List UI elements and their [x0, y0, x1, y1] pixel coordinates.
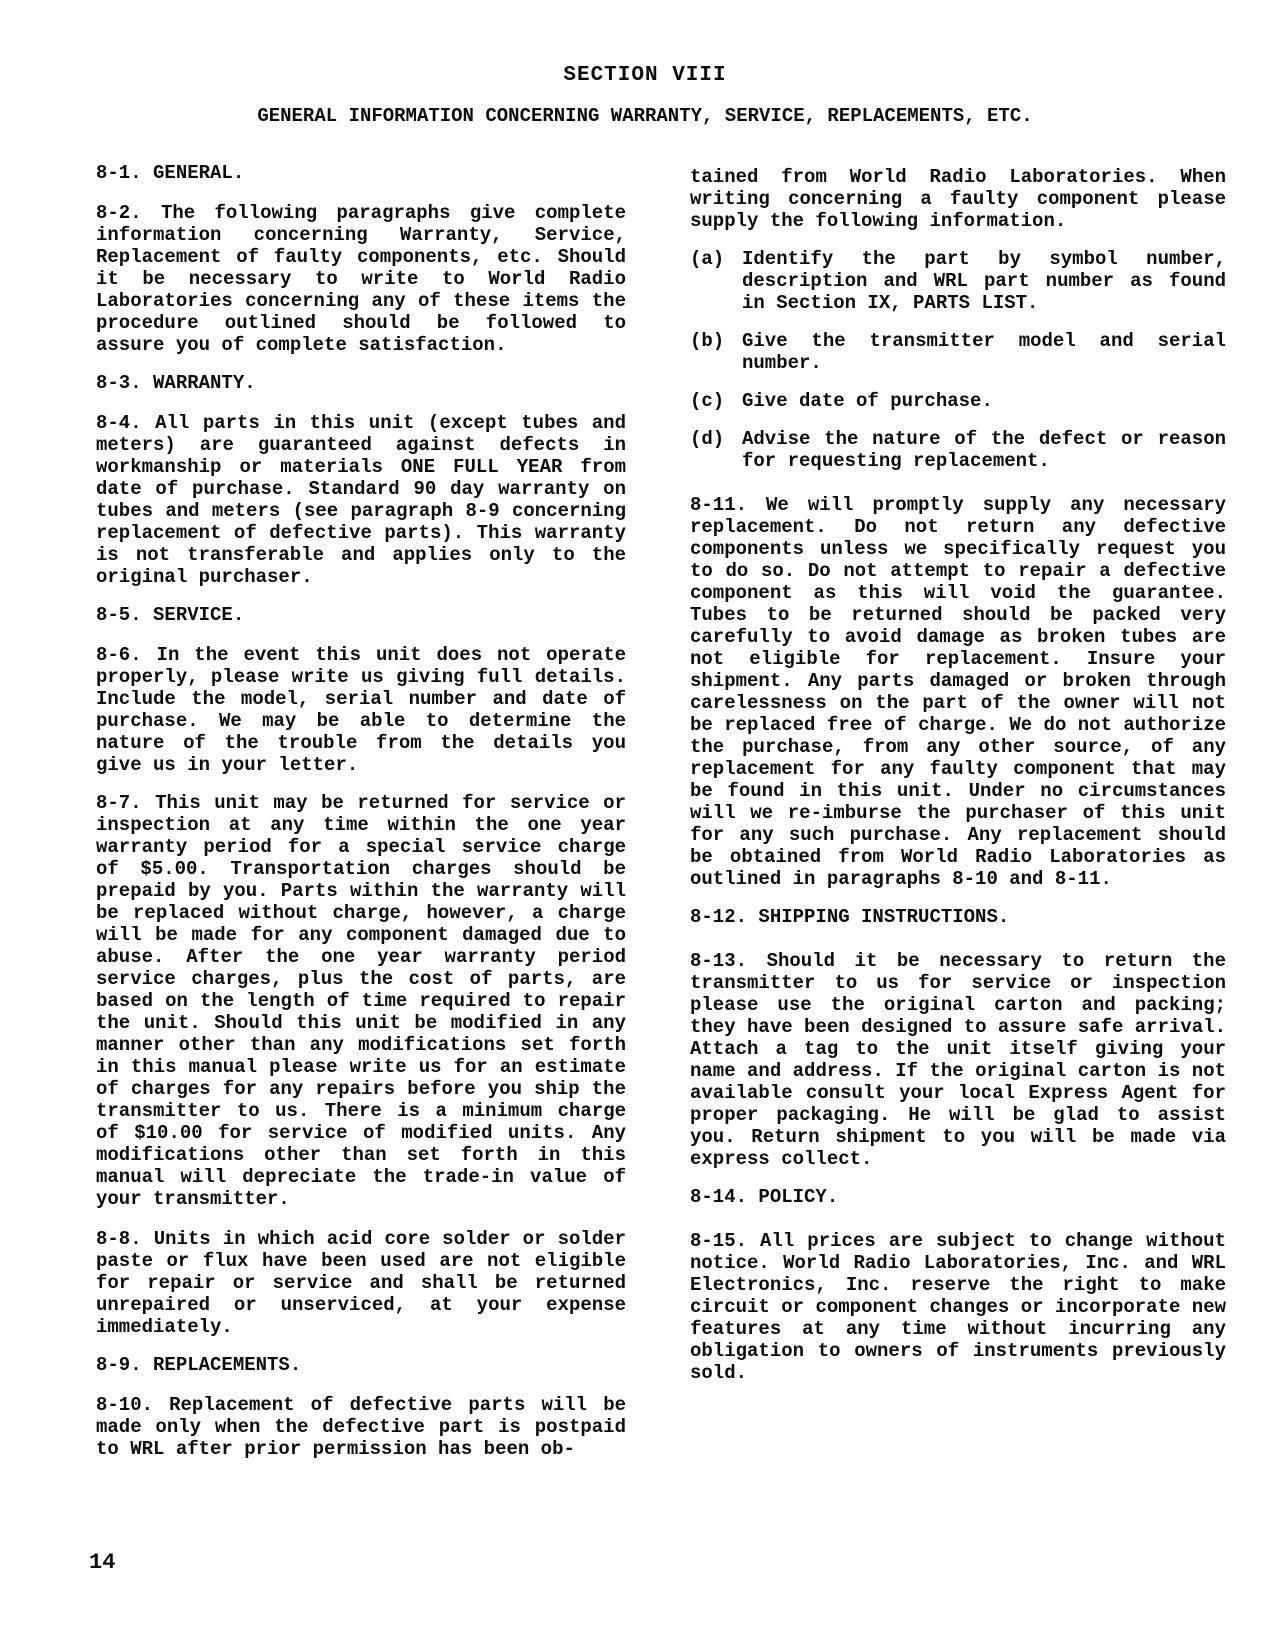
heading-8-9: 8-9. REPLACEMENTS.: [96, 1354, 302, 1376]
paragraph-8-11: 8-11. We will promptly supply any necessary replacement. Do not return any defective components unless we specifically request you to do so. Do not attempt to repair a defective component as this will void the guarantee. Tubes to be returned should be packed very carefully to avoid damage as broken tubes are not eligible for replacement. Insure your shipment. Any parts damaged or broken through carelessness on the part of the owner will not be replaced free of charge. We do not authorize the purchase, from any other source, of any replacement for any faulty component that may be found in this unit. Under no circumstances will we re-imburse the purchaser of this unit for any such purchase. Any replacement should be obtained from World Radio Laboratories as outlined in paragraphs 8-10 and 8-11.: [690, 494, 1226, 890]
paragraph-8-6: 8-6. In the event this unit does not operate properly, please write us giving full details. Include the model, serial number and date of purchase. We may be able to determine the nature of the trouble from the details you give us in your letter.: [96, 644, 626, 776]
paragraph-8-13: 8-13. Should it be necessary to return the transmitter to us for service or inspection please use the original carton and packing; they have been designed to assure safe arrival. Attach a tag to the unit itself giving your name and address. If the original carton is not available consult your local Express Agent for proper packaging. He will be glad to assist you. Return shipment to you will be made via express collect.: [690, 950, 1226, 1170]
list-marker-a: (a): [690, 248, 725, 270]
left-column: [96, 158, 626, 1476]
paragraph-8-2: 8-2. The following paragraphs give complete information concerning Warranty, Service, Replacement of faulty components, etc. Should it be necessary to write to World Radio Laboratories concerning any of these items the procedure outlined should be followed to assure you of complete satisfaction.: [96, 202, 626, 356]
heading-8-3: 8-3. WARRANTY.: [96, 372, 256, 394]
list-item-b: [690, 330, 1226, 374]
list-marker-b: (b): [690, 330, 725, 352]
paragraph-8-10-continued: tained from World Radio Laboratories. When writing concerning a faulty component please supply the following information.: [690, 166, 1226, 232]
paragraph-8-7: 8-7. This unit may be returned for service or inspection at any time within the one year warranty period for a special service charge of $5.00. Transportation charges should be prepaid by you. Parts within the warranty will be replaced without charge, however, a charge will be made for any component damaged due to abuse. After the one year warranty period service charges, plus the cost of parts, are based on the length of time required to repair the unit. Should this unit be modified in any manner other than any modifications set forth in this manual please write us for an estimate of charges for any repairs before you ship the transmitter to us. There is a minimum charge of $10.00 for service of modified units. Any modifications other than set forth in this manual will depreciate the trade-in value of your transmitter.: [96, 792, 626, 1210]
paragraph-8-10: 8-10. Replacement of defective parts will be made only when the defective part is postpaid to WRL after prior permission has been ob-: [96, 1394, 626, 1460]
page-number: 14: [89, 1550, 116, 1575]
list-item-d: [690, 428, 1226, 472]
paragraph-8-8: 8-8. Units in which acid core solder or solder paste or flux have been used are not eligible for repair or service and shall be returned unrepaired or unserviced, at your expense immediately.: [96, 1228, 626, 1338]
paragraph-8-4: 8-4. All parts in this unit (except tubes and meters) are guaranteed against defects in workmanship or materials ONE FULL YEAR from date of purchase. Standard 90 day warranty on tubes and meters (see paragraph 8-9 concerning replacement of defective parts). This warranty is not transferable and applies only to the original purchaser.: [96, 412, 626, 588]
heading-8-5: 8-5. SERVICE.: [96, 604, 245, 626]
two-column-body: [96, 158, 1226, 1476]
list-text-a: Identify the part by symbol number, description and WRL part number as found in Section IX, PARTS LIST.: [742, 248, 1226, 314]
list-text-c: Give date of purchase.: [742, 390, 993, 412]
list-marker-c: (c): [690, 390, 725, 412]
heading-8-12: 8-12. SHIPPING INSTRUCTIONS.: [690, 906, 1010, 928]
heading-8-14: 8-14. POLICY.: [690, 1186, 839, 1208]
section-subtitle: GENERAL INFORMATION CONCERNING WARRANTY, SERVICE, REPLACEMENTS, ETC.: [257, 105, 1033, 127]
paragraph-8-15: 8-15. All prices are subject to change without notice. World Radio Laboratories, Inc. and WRL Electronics, Inc. reserve the right to make circuit or component changes or incorporate new features at any time without incurring any obligation to owners of instruments previously sold.: [690, 1230, 1226, 1384]
list-marker-d: (d): [690, 428, 725, 450]
page-header: [70, 64, 1220, 127]
list-item-a: [690, 248, 1226, 314]
list-text-d: Advise the nature of the defect or reason for requesting replacement.: [742, 428, 1226, 472]
section-title: SECTION VIII: [563, 64, 727, 87]
list-item-c: [690, 390, 1226, 412]
heading-8-1: 8-1. GENERAL.: [96, 162, 245, 184]
list-text-b: Give the transmitter model and serial number.: [742, 330, 1226, 374]
right-column: [690, 158, 1226, 1476]
